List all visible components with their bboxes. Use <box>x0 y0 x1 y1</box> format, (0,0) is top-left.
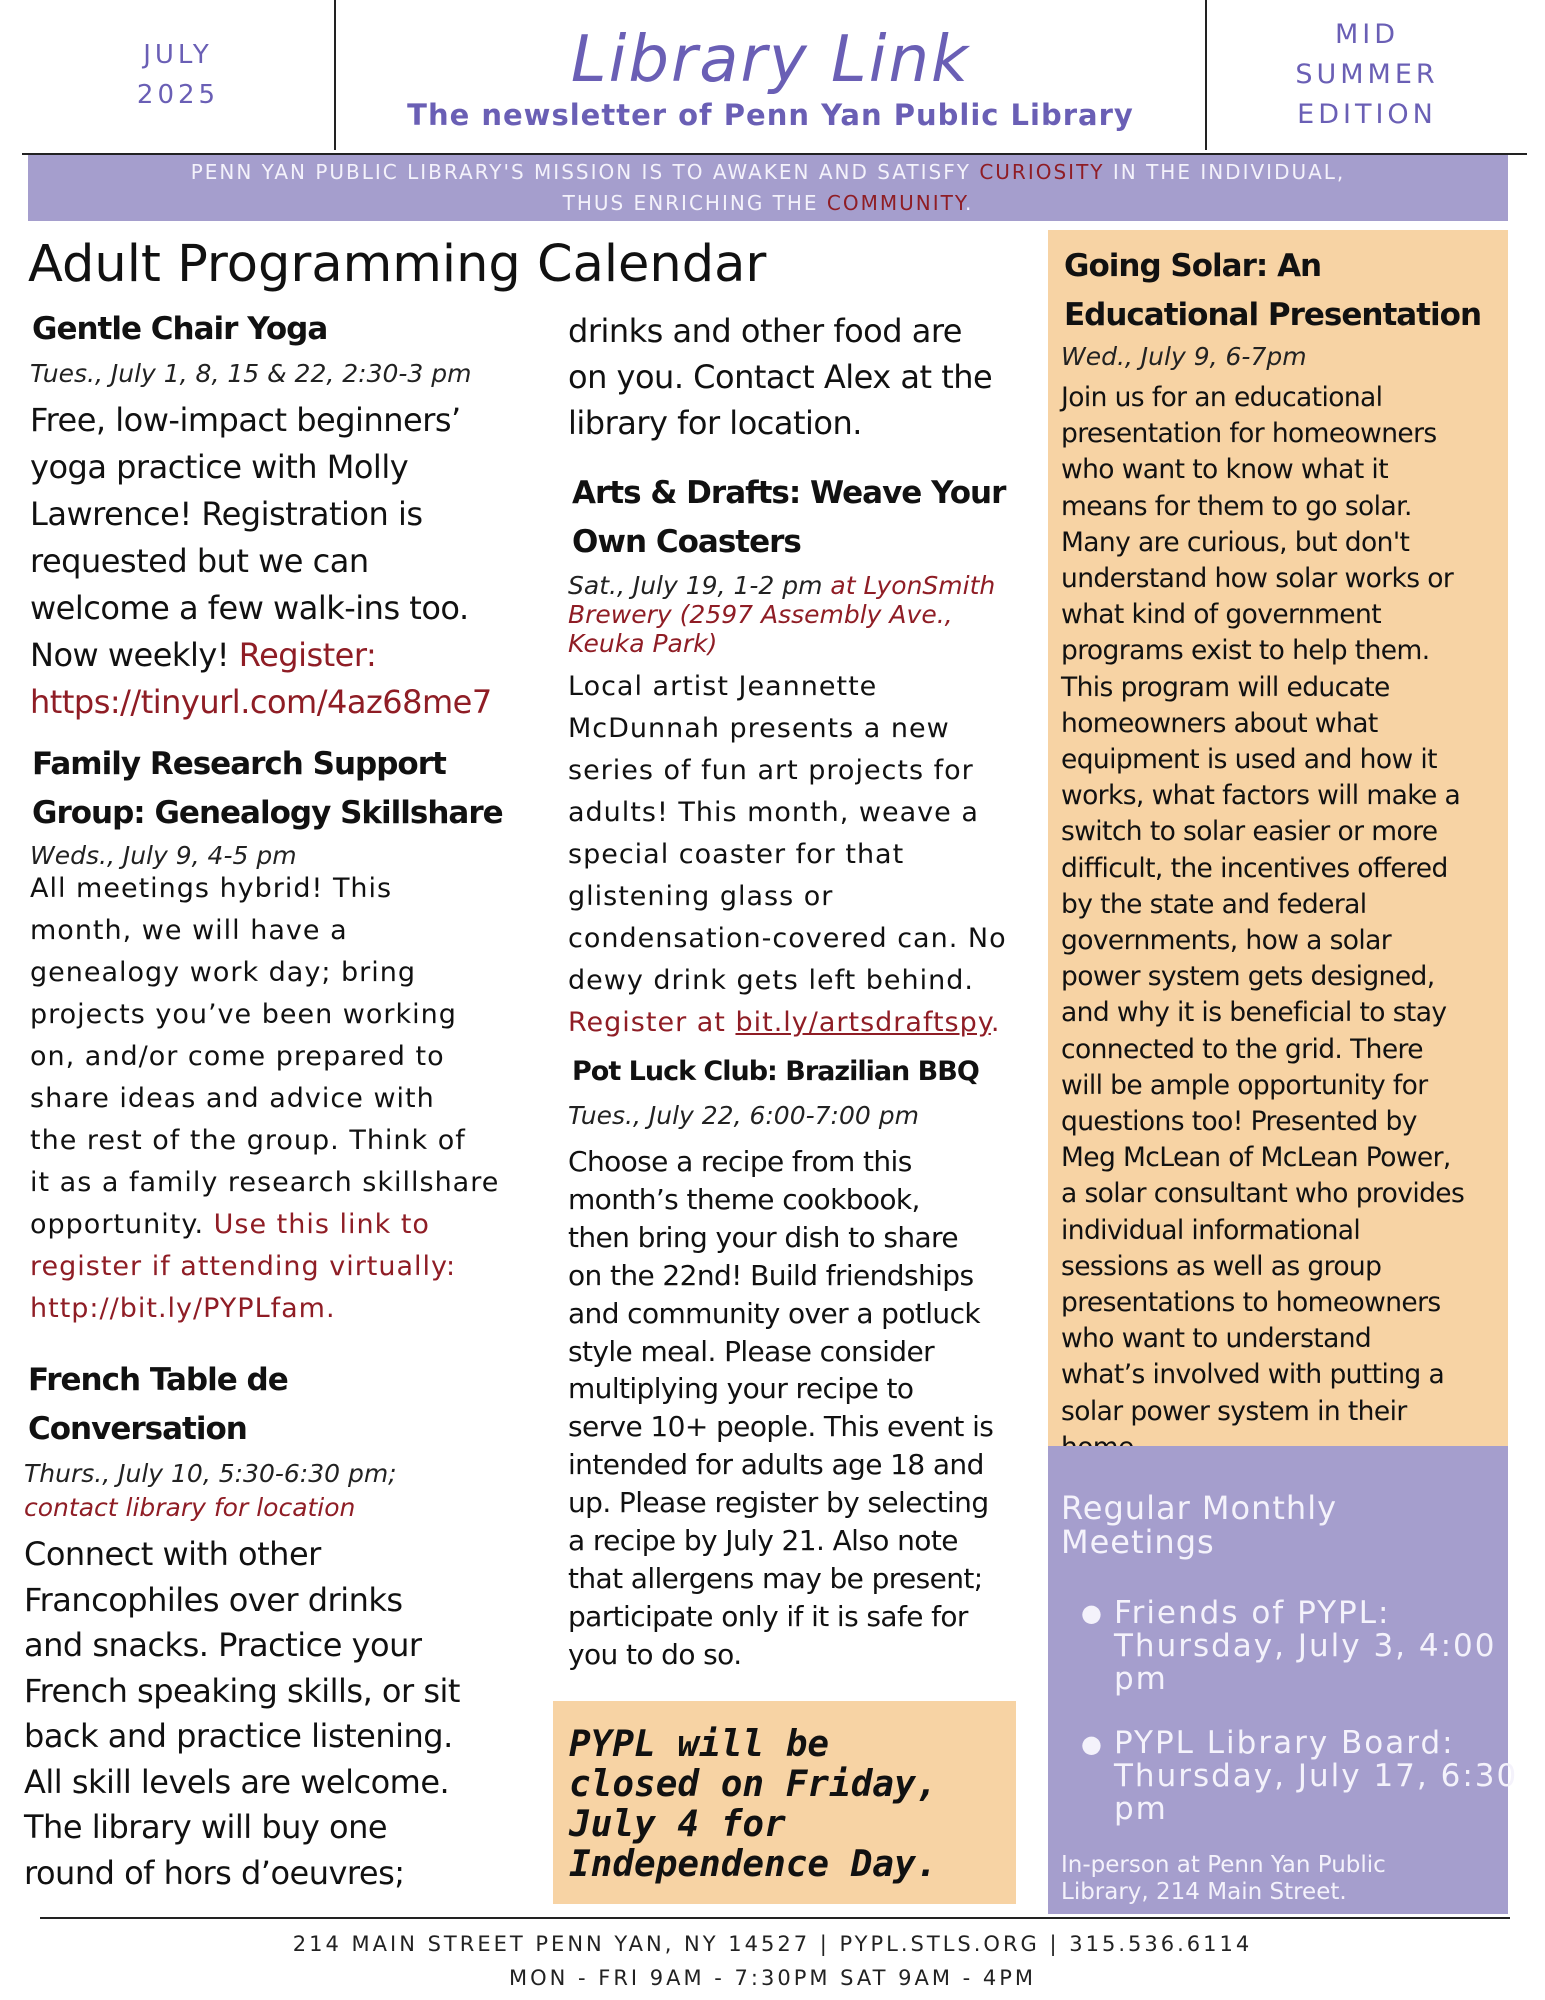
text-line: Thursday, July 17, 6:30 <box>1114 1758 1519 1794</box>
location-text: Keuka Park) <box>568 629 718 658</box>
genealogy-register-link[interactable]: http://bit.ly/PYPLfam. <box>30 1293 336 1324</box>
text-line: welcome a few walk-ins too. <box>30 589 469 627</box>
text-line: All skill levels are welcome. <box>24 1762 450 1801</box>
event-title-potluck: Pot Luck Club: Brazilian BBQ <box>572 1056 979 1087</box>
register-label: Register at <box>568 1007 736 1038</box>
text-line: back and practice listening. <box>24 1717 453 1755</box>
text-line: who want to understand <box>1061 1323 1372 1355</box>
event-date-solar: Wed., July 9, 6-7pm <box>1061 342 1307 371</box>
text-line: solar power system in their <box>1061 1395 1407 1427</box>
text-line: Lawrence! Registration is <box>30 495 423 533</box>
text-line: genealogy work day; bring <box>30 957 416 988</box>
text-line: round of hors d’oeuvres; <box>24 1853 405 1892</box>
text-line: presentation for homeowners <box>1061 418 1437 450</box>
mission-highlight: COMMUNITY <box>826 191 966 215</box>
text-line: difficult, the incentives offered <box>1061 852 1448 884</box>
mission-text: . <box>965 191 974 215</box>
text-line: and community over a potluck <box>568 1296 980 1330</box>
text-line: dewy drink gets left behind. <box>568 965 974 996</box>
closure-notice <box>553 1701 1016 1904</box>
text-line: the rest of the group. Think of <box>30 1125 466 1156</box>
page-title: Adult Programming Calendar <box>28 235 767 294</box>
text-line: Friends of PYPL: <box>1114 1595 1391 1631</box>
edition-label-line: EDITION <box>1297 99 1437 130</box>
event-date-french: Thurs., July 10, 5:30-6:30 pm; <box>24 1459 397 1488</box>
text-line: condensation-covered can. No <box>568 923 1007 954</box>
text-line: Free, low-impact beginners’ <box>30 401 461 439</box>
event-description-french-continued <box>568 308 992 446</box>
text-line: connected to the grid. There <box>1061 1033 1423 1065</box>
text-line: Francophiles over drinks <box>24 1580 403 1619</box>
text-line: participate only if it is safe for <box>568 1599 968 1633</box>
text-line: pm <box>1114 1661 1168 1697</box>
event-title-genealogy <box>32 740 503 838</box>
text-line: equipment is used and how it <box>1061 744 1437 776</box>
text-line: Local artist Jeannette <box>568 671 878 702</box>
event-title-solar <box>1064 242 1481 340</box>
text-line: Library, 214 Main Street. <box>1061 1879 1347 1905</box>
text-line: Join us for an educational <box>1061 382 1383 413</box>
mission-banner <box>28 155 1508 221</box>
text-line: Many are curious, but don't <box>1061 526 1410 558</box>
footer-contact: 214 MAIN STREET PENN YAN, NY 14527 | PYPL.STLS.ORG | 315.536.6114 <box>292 1932 1253 1956</box>
text-line: adults! This month, weave a <box>568 797 979 828</box>
text-line: understand how solar works or <box>1061 563 1454 595</box>
event-title-yoga: Gentle Chair Yoga <box>32 311 328 347</box>
edition-label-line: SUMMER <box>1295 59 1439 90</box>
text-line: Meg McLean of McLean Power, <box>1061 1142 1451 1174</box>
text-line: on you. Contact Alex at the <box>568 358 993 396</box>
text-line: July 4 for <box>569 1804 786 1845</box>
text-line: governments, how a solar <box>1061 925 1392 957</box>
text-line: glistening glass or <box>568 881 834 912</box>
event-location-french: contact library for location <box>24 1493 356 1522</box>
text-line: opportunity. <box>30 1209 214 1240</box>
text-line: yoga practice with Molly <box>30 448 409 486</box>
yoga-register-link[interactable]: https://tinyurl.com/4az68me7 <box>30 683 492 721</box>
title-line: Going Solar: An <box>1064 248 1322 284</box>
event-description-solar <box>1061 380 1464 1466</box>
text-line: switch to solar easier or more <box>1061 816 1438 848</box>
text-line: intended for adults age 18 and <box>568 1448 984 1482</box>
event-date-arts <box>568 571 995 658</box>
text-line: library for location. <box>568 404 862 442</box>
text-line: up. Please register by selecting <box>568 1486 989 1520</box>
bullet-icon: ● <box>1081 1599 1102 1627</box>
text-line: PYPL will be <box>569 1724 830 1765</box>
text-line: McDunnah presents a new <box>568 713 950 744</box>
genealogy-register-link[interactable]: register if attending virtually: <box>30 1251 457 1282</box>
text-line: PYPL Library Board: <box>1114 1725 1455 1761</box>
event-description-potluck <box>568 1143 993 1674</box>
title-line: Regular Monthly <box>1061 1489 1338 1527</box>
monthly-meetings-title <box>1061 1491 1337 1559</box>
text-line: that allergens may be present; <box>568 1561 983 1595</box>
text-line: a solar consultant who provides <box>1061 1178 1465 1210</box>
text-line: works, what factors will make a <box>1061 780 1461 812</box>
text-line: and snacks. Practice your <box>24 1626 422 1664</box>
text-line: special coaster for that <box>568 839 905 870</box>
text-line: In-person at Penn Yan Public <box>1061 1852 1386 1878</box>
text-line: requested but we can <box>30 542 369 580</box>
event-description-french <box>24 1532 460 1896</box>
title-line: Own Coasters <box>572 524 801 560</box>
title-line: Meetings <box>1061 1523 1215 1561</box>
text-line: pm <box>1114 1791 1168 1827</box>
text-line: programs exist to help them. <box>1061 635 1430 667</box>
mission-text: IN THE INDIVIDUAL, <box>1104 160 1346 184</box>
title-line: Arts & Drafts: Weave Your <box>572 475 1006 511</box>
event-date-genealogy: Weds., July 9, 4-5 pm <box>30 841 297 870</box>
text-line: serve 10+ people. This event is <box>568 1410 994 1444</box>
text-line: Now weekly! <box>30 636 239 674</box>
bullet-icon: ● <box>1081 1730 1102 1758</box>
text-line: on the 22nd! Build friendships <box>568 1258 974 1292</box>
edition-date <box>22 0 336 150</box>
event-date-potluck: Tues., July 22, 6:00-7:00 pm <box>568 1101 919 1130</box>
event-title-french <box>28 1356 288 1454</box>
text-line: closed on Friday, <box>569 1764 938 1805</box>
location-text: Brewery (2597 Assembly Ave., <box>568 600 953 629</box>
text-line: month’s theme cookbook, <box>568 1182 920 1216</box>
date-text: Sat., July 19, 1-2 pm <box>568 571 831 600</box>
mission-text: PENN YAN PUBLIC LIBRARY'S MISSION IS TO AWAKEN AND SATISFY <box>190 160 980 184</box>
text-line: means for them to go solar. <box>1061 490 1412 522</box>
title-line: Conversation <box>28 1411 247 1447</box>
event-description-yoga <box>30 397 492 726</box>
event-date-yoga: Tues., July 1, 8, 15 & 22, 2:30-3 pm <box>30 359 472 388</box>
text-line: sessions as well as group <box>1061 1250 1382 1282</box>
event-title-arts <box>572 469 1005 567</box>
text-line: Connect with other <box>24 1535 321 1573</box>
text-line: French speaking skills, or sit <box>24 1671 460 1710</box>
text-line: series of fun art projects for <box>568 755 974 786</box>
text-line: who want to know what it <box>1061 454 1388 486</box>
arts-register-link[interactable]: bit.ly/artsdraftspy <box>735 1007 991 1038</box>
title-line: Family Research Support <box>32 746 446 782</box>
text-line: Thursday, July 3, 4:00 <box>1114 1628 1497 1664</box>
footer-hours: MON - FRI 9AM - 7:30PM SAT 9AM - 4PM <box>508 1966 1037 1990</box>
text-line: by the state and federal <box>1061 888 1367 920</box>
footer-divider <box>40 1917 1510 1919</box>
mission-text: THUS ENRICHING THE <box>562 191 827 215</box>
text-line: This program will educate <box>1061 671 1390 703</box>
register-label: Register: <box>238 636 377 674</box>
text-line: individual informational <box>1061 1214 1361 1246</box>
text-line: month, we will have a <box>30 915 348 946</box>
event-description-genealogy <box>30 868 499 1330</box>
text-line: what’s involved with putting a <box>1061 1359 1445 1391</box>
text-line: what kind of government <box>1061 599 1381 631</box>
text-line: will be ample opportunity for <box>1061 1069 1428 1101</box>
newsletter-title: Library Link <box>570 23 971 97</box>
mission-highlight: CURIOSITY <box>979 160 1105 184</box>
genealogy-register-link[interactable]: Use this link to <box>213 1209 430 1240</box>
location-text: at LyonSmith <box>830 571 996 600</box>
text-line: The library will buy one <box>24 1808 388 1846</box>
text-line: you to do so. <box>568 1637 742 1671</box>
text-line: style meal. Please consider <box>568 1334 934 1368</box>
text-line: questions too! Presented by <box>1061 1106 1417 1138</box>
edition-month: JULY <box>143 40 213 70</box>
text-line: on, and/or come prepared to <box>30 1041 445 1072</box>
text-line: homeowners about what <box>1061 707 1378 739</box>
text-line: and why it is beneficial to stay <box>1061 997 1447 1029</box>
text-line: power system gets designed, <box>1061 961 1435 993</box>
text-line: presentations to homeowners <box>1061 1287 1441 1319</box>
text-line: then bring your dish to share <box>568 1220 958 1254</box>
title-line: Group: Genealogy Skillshare <box>32 795 503 831</box>
event-description-arts <box>568 666 1007 1044</box>
text-line: share ideas and advice with <box>30 1083 435 1114</box>
edition-year: 2025 <box>136 80 220 110</box>
closure-notice-text <box>569 1725 1006 1885</box>
text-line: a recipe by July 21. Also note <box>568 1524 958 1558</box>
meeting-item-board <box>1114 1727 1518 1826</box>
text-line: multiplying your recipe to <box>568 1372 914 1406</box>
text-line: All meetings hybrid! This <box>30 873 393 904</box>
register-label: . <box>990 1007 1001 1038</box>
title-line: Educational Presentation <box>1064 297 1482 333</box>
edition-label <box>1205 0 1527 150</box>
newsletter-subtitle: The newsletter of Penn Yan Public Library <box>407 98 1134 132</box>
title-line: French Table de <box>28 1362 288 1398</box>
text-line: Choose a recipe from this <box>568 1145 912 1178</box>
text-line: drinks and other food are <box>568 312 962 350</box>
meeting-item-friends <box>1114 1597 1497 1696</box>
meetings-location-note <box>1061 1852 1386 1906</box>
text-line: projects you’ve been working <box>30 999 457 1030</box>
text-line: it as a family research skillshare <box>30 1167 500 1198</box>
edition-label-line: MID <box>1334 19 1400 50</box>
text-line: Independence Day. <box>569 1844 938 1885</box>
